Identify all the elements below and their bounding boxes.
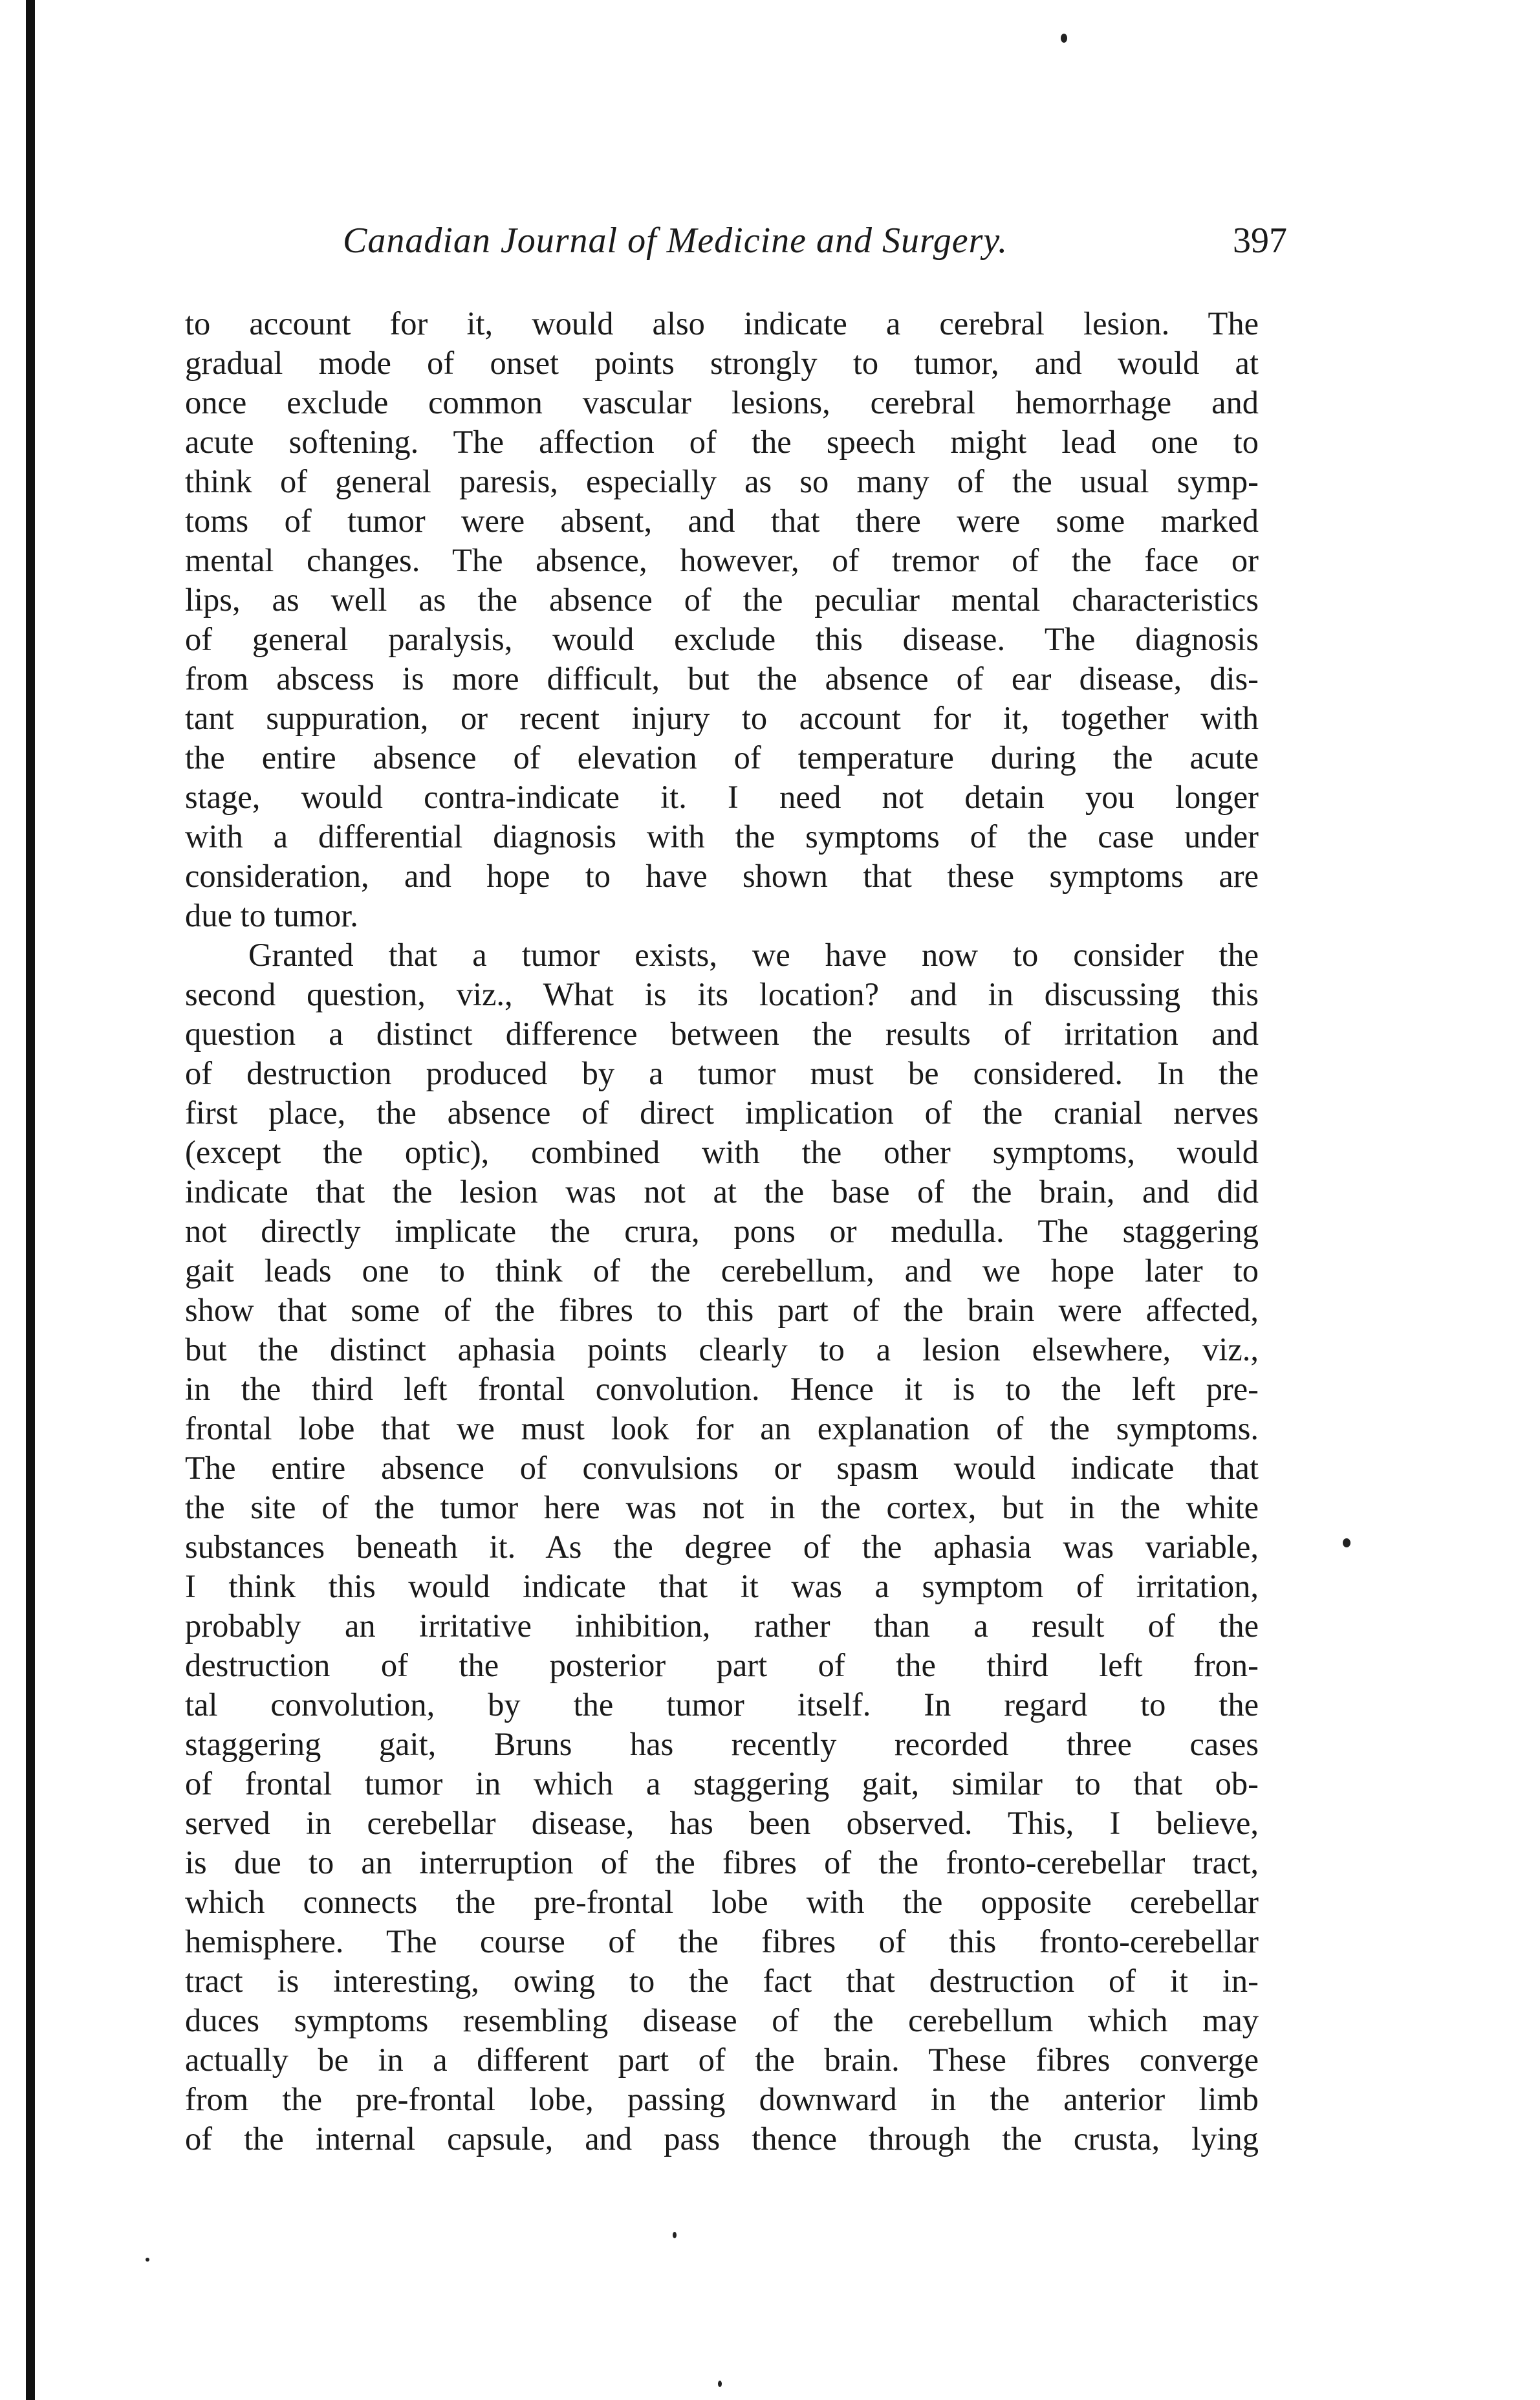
text-line: from abscess is more difficult, but the absence of ear disease, dis- [185,660,1259,697]
text-line: I think this would indicate that it was a symptom of irritation, [185,1568,1259,1604]
text-line: destruction of the posterior part of the third left fron- [185,1647,1259,1683]
text-line: probably an irritative inhibition, rather than a result of the [185,1608,1259,1644]
text-line: think of general paresis, especially as so many of the usual symp- [185,463,1259,499]
paragraph-differential-diagnosis [185,304,1259,935]
text-line: gait leads one to think of the cerebellum, and we hope later to [185,1252,1259,1289]
text-line: but the distinct aphasia points clearly to a lesion elsewhere, viz., [185,1331,1259,1368]
text-line: of frontal tumor in which a staggering gait, similar to that ob- [185,1765,1259,1802]
text-line: of destruction produced by a tumor must be considered. In the [185,1055,1259,1091]
text-line: indicate that the lesion was not at the base of the brain, and did [185,1173,1259,1210]
text-line: from the pre-frontal lobe, passing downward in the anterior limb [185,2081,1259,2117]
text-line: the site of the tumor here was not in the cortex, but in the white [185,1489,1259,1525]
page-number: 397 [1233,221,1287,261]
text-line: staggering gait, Bruns has recently recorded three cases [185,1726,1259,1762]
text-line: gradual mode of onset points strongly to tumor, and would at [185,345,1259,381]
scan-speck [1343,1538,1350,1547]
journal-title: Canadian Journal of Medicine and Surgery. [343,221,1008,261]
paragraph-tumor-location [185,935,1259,2159]
text-line: toms of tumor were absent, and that there were some marked [185,503,1259,539]
text-line: Granted that a tumor exists, we have now to consider the [248,937,1259,973]
text-line: first place, the absence of direct implication of the cranial nerves [185,1095,1259,1131]
scan-speck [718,2381,722,2387]
text-line: mental changes. The absence, however, of tremor of the face or [185,542,1259,578]
text-line: duces symptoms resembling disease of the cerebellum which may [185,2002,1259,2038]
text-line: in the third left frontal convolution. Hence it is to the left pre- [185,1371,1259,1407]
text-line: the entire absence of elevation of temperature during the acute [185,739,1259,776]
text-line: second question, viz., What is its location? and in discussing this [185,976,1259,1012]
text-line: (except the optic), combined with the other symptoms, would [185,1134,1259,1170]
text-line: lips, as well as the absence of the peculiar mental characteristics [185,582,1259,618]
text-line: of general paralysis, would exclude this disease. The diagnosis [185,621,1259,657]
article-body [185,304,1259,2159]
text-line: stage, would contra-indicate it. I need not detain you longer [185,779,1259,815]
text-line: is due to an interruption of the fibres of the fronto-cerebellar tract, [185,1844,1259,1881]
text-line: show that some of the fibres to this part of the brain were affected, [185,1292,1259,1328]
text-line: once exclude common vascular lesions, cerebral hemorrhage and [185,384,1259,420]
text-line: actually be in a different part of the brain. These fibres converge [185,2042,1259,2078]
text-line: question a distinct difference between the results of irritation and [185,1016,1259,1052]
scan-speck [146,2258,149,2262]
text-line: hemisphere. The course of the fibres of this fronto-cerebellar [185,1923,1259,1959]
text-line: tal convolution, by the tumor itself. In regard to the [185,1686,1259,1723]
text-line: consideration, and hope to have shown that these symptoms are [185,858,1259,894]
text-line: not directly implicate the crura, pons or medulla. The staggering [185,1213,1259,1249]
running-head [343,220,1287,278]
text-line: The entire absence of convulsions or spasm would indicate that [185,1450,1259,1486]
text-line: with a differential diagnosis with the symptoms of the case under [185,818,1259,855]
text-line: of the internal capsule, and pass thence through the crusta, lying [185,2121,1259,2157]
text-line: which connects the pre-frontal lobe with the opposite cerebellar [185,1884,1259,1920]
text-line: substances beneath it. As the degree of the aphasia was variable, [185,1529,1259,1565]
text-line: acute softening. The affection of the speech might lead one to [185,424,1259,460]
text-line: due to tumor. [185,897,358,933]
text-line: to account for it, would also indicate a cerebral lesion. The [185,305,1259,342]
text-line: tant suppuration, or recent injury to account for it, together with [185,700,1259,736]
text-line: served in cerebellar disease, has been observed. This, I believe, [185,1805,1259,1841]
text-line: frontal lobe that we must look for an explanation of the symptoms. [185,1410,1259,1446]
scan-speck [1061,34,1067,43]
text-line: tract is interesting, owing to the fact that destruction of it in- [185,1963,1259,1999]
page-binding-edge [26,0,35,2400]
scan-speck [673,2232,677,2238]
